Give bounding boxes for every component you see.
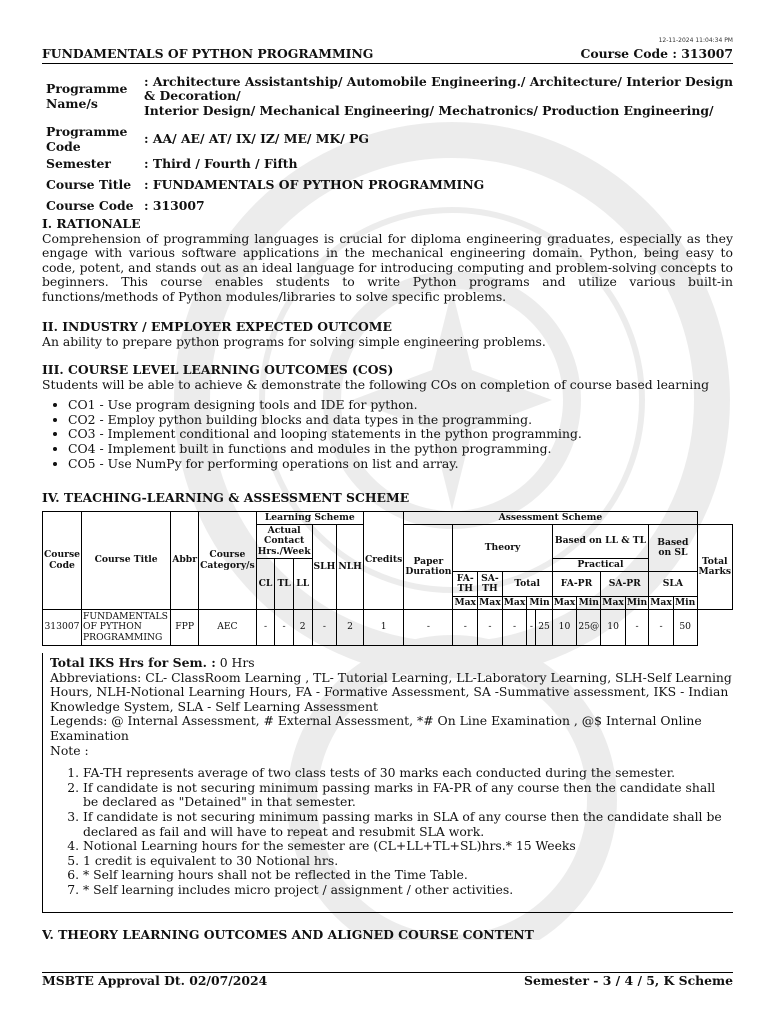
cell-fa-th-max: - bbox=[453, 610, 478, 646]
programme-code-label: Programme Code bbox=[46, 124, 128, 154]
col-theory-total: Total bbox=[502, 572, 552, 597]
based-on-sl-header: Based on SL bbox=[649, 525, 697, 572]
teaching-assessment-scheme-table bbox=[42, 511, 733, 646]
programme-name-line: : Architecture Assistantship/ Automobile Engineering./ Architecture/ Interior Design bbox=[143, 73, 733, 89]
programme-name-line: & Decoration/ bbox=[143, 88, 241, 104]
cell-slh: - bbox=[312, 610, 337, 646]
cell-fa-pr-max: 25 bbox=[536, 610, 552, 646]
page-footer bbox=[42, 972, 733, 989]
cell-total-marks: 50 bbox=[673, 610, 697, 646]
col-slh: SLH bbox=[312, 525, 337, 610]
cell-abbr: FPP bbox=[171, 610, 199, 646]
scheme-heading: IV. TEACHING-LEARNING & ASSESSMENT SCHEME bbox=[42, 490, 410, 505]
col-sla: SLA bbox=[649, 572, 697, 597]
programme-code-value: : AA/ AE/ AT/ IX/ IZ/ ME/ MK/ PG bbox=[143, 131, 369, 147]
cell-sa-pr-min: 10 bbox=[601, 610, 626, 646]
programme-name-row bbox=[42, 68, 733, 125]
max-label: Max bbox=[650, 596, 672, 608]
iks-hours-value: 0 Hrs bbox=[215, 655, 255, 670]
course-title-value: : FUNDAMENTALS OF PYTHON PROGRAMMING bbox=[143, 177, 485, 193]
scheme-header-row bbox=[43, 512, 733, 525]
document-page bbox=[42, 0, 733, 1024]
industry-outcome-text: An ability to prepare python programs for solving simple engineering problems. bbox=[42, 333, 546, 349]
col-fa-pr: FA-PR bbox=[552, 572, 601, 597]
actual-contact-header: Actual Contact Hrs./Week bbox=[257, 524, 311, 557]
min-label: Min bbox=[527, 597, 552, 610]
col-course-title: Course Title bbox=[81, 512, 170, 610]
col-sa-th: SA-TH bbox=[478, 572, 503, 597]
course-outcomes-list bbox=[42, 398, 733, 471]
cell-nlh: 2 bbox=[337, 610, 364, 646]
col-paper-duration: Paper Duration bbox=[404, 525, 453, 610]
abbreviations-text: Abbreviations: CL- ClassRoom Learning , TL- Tutorial Learning, LL-Laboratory Learning, SLH-Self Learning Hours, NLH-Notional Learning Hours, FA - Formative Assessment, SA -Summative assessment, IKS - Indian Knowledge System, SLA - Self Learning Assessment bbox=[50, 669, 732, 714]
course-outcome-item: • CO2 - Employ python building blocks and data types in the programming. bbox=[68, 413, 733, 428]
note-item: 5. 1 credit is equivalent to 30 Notional hrs. bbox=[83, 854, 733, 869]
industry-outcome-section bbox=[42, 320, 733, 349]
col-ll: LL bbox=[293, 559, 312, 610]
cell-ll: 2 bbox=[293, 610, 312, 646]
col-nlh: NLH bbox=[337, 525, 364, 610]
col-abbr: Abbr bbox=[171, 512, 199, 610]
course-outcome-item: • CO3 - Implement conditional and looping statements in the python programming. bbox=[68, 427, 733, 442]
note-item: 2. If candidate is not securing minimum passing marks in FA-PR of any course then the candidate shall be declared as "Detained" in that semester. bbox=[83, 781, 733, 810]
note-item: 4. Notional Learning hours for the semester are (CL+LL+TL+SL)hrs.* 15 Weeks bbox=[83, 839, 733, 854]
course-code-label: Course Code bbox=[46, 198, 134, 214]
programme-code-row bbox=[42, 125, 733, 154]
cell-sa-th-max: - bbox=[478, 610, 503, 646]
semester-label: Semester bbox=[46, 156, 111, 172]
iks-hours-label: Total IKS Hrs for Sem. : bbox=[50, 655, 216, 670]
note-item: 3. If candidate is not securing minimum passing marks in SLA of any course then the candidate shall be declared as fail and will have to repeat and resubmit SLA work. bbox=[83, 810, 733, 839]
col-sa-pr: SA-PR bbox=[601, 572, 649, 597]
course-outcomes-heading: III. COURSE LEVEL LEARNING OUTCOMES (COS) bbox=[42, 362, 394, 377]
max-label: Max bbox=[454, 596, 477, 608]
course-info-table bbox=[42, 68, 733, 217]
course-outcome-item: • CO5 - Use NumPy for performing operations on list and array. bbox=[68, 457, 733, 472]
note-label: Note : bbox=[50, 742, 89, 758]
max-label: Max bbox=[479, 596, 501, 608]
page-header bbox=[42, 47, 733, 64]
max-label: Max bbox=[503, 596, 526, 608]
assessment-scheme-header: Assessment Scheme bbox=[404, 512, 697, 525]
note-item: 7. * Self learning includes micro project / assignment / other activities. bbox=[83, 883, 733, 898]
cell-total-max: - bbox=[502, 610, 527, 646]
cell-fa-pr-min: 10 bbox=[552, 610, 577, 646]
col-tl: TL bbox=[275, 559, 294, 610]
course-outcomes-section bbox=[42, 363, 733, 471]
footer-approval-date: MSBTE Approval Dt. 02/07/2024 bbox=[42, 973, 268, 988]
course-code-row bbox=[42, 196, 733, 217]
industry-outcome-heading: II. INDUSTRY / EMPLOYER EXPECTED OUTCOME bbox=[42, 319, 392, 334]
learning-scheme-header: Learning Scheme bbox=[256, 512, 363, 525]
cell-course-title: FUNDAMENTALS OF PYTHON PROGRAMMING bbox=[81, 610, 170, 646]
header-course-code: Course Code : 313007 bbox=[580, 46, 733, 61]
max-label: Max bbox=[602, 596, 624, 608]
course-outcome-item: • CO4 - Implement built in functions and modules in the python programming. bbox=[68, 442, 733, 457]
semester-value: : Third / Fourth / Fifth bbox=[143, 156, 298, 172]
min-label: Min bbox=[675, 596, 696, 608]
cell-credits: 1 bbox=[363, 610, 403, 646]
practical-header: Practical bbox=[552, 559, 649, 572]
col-credits: Credits bbox=[363, 512, 403, 610]
print-timestamp: 12-11-2024 11:04:34 PM bbox=[658, 37, 733, 44]
based-on-ll-tl-header: Based on LL & TL bbox=[552, 525, 649, 559]
max-label: Max bbox=[553, 596, 576, 608]
programme-name-line: Interior Design/ Mechanical Engineering/ Mechatronics/ Production Engineering/ bbox=[143, 102, 714, 118]
programme-name-label: Programme Name/s bbox=[46, 80, 128, 111]
col-course-code: Course Code bbox=[43, 512, 82, 610]
min-label: Min bbox=[626, 596, 648, 608]
note-item: 1. FA-TH represents average of two class tests of 30 marks each conducted during the semester. bbox=[83, 766, 733, 781]
course-outcome-item: • CO1 - Use program designing tools and IDE for python. bbox=[68, 398, 733, 413]
cell-sla-max: - bbox=[625, 610, 648, 646]
legends-text: Legends: @ Internal Assessment, # External Assessment, *# On Line Examination , @$ Internal Online Examination bbox=[50, 713, 702, 743]
course-title-label: Course Title bbox=[46, 177, 132, 193]
cell-course-code: 313007 bbox=[43, 610, 82, 646]
course-outcomes-intro: Students will be able to achieve & demonstrate the following COs on completion of course based learning bbox=[42, 376, 710, 392]
header-course-title: FUNDAMENTALS OF PYTHON PROGRAMMING bbox=[42, 46, 374, 61]
cell-sa-pr-max: 25@ bbox=[577, 610, 601, 646]
rationale-text: Comprehension of programming languages is crucial for diploma engineering graduates, especially as they engage with various software applications in the mechanical engineering domain. Python, being easy to code, potent, and stands out as an ideal language for introducing computing and problem-solving concepts to beginners. This course enables students to write Python programs and utilize various built-in functions/methods of Python modules/libraries to solve specific problems. bbox=[42, 230, 733, 304]
footer-semester-scheme: Semester - 3 / 4 / 5, K Scheme bbox=[524, 973, 733, 988]
iks-hours bbox=[50, 656, 733, 671]
cell-paper-duration: - bbox=[404, 610, 453, 646]
notes-list bbox=[50, 766, 733, 897]
cell-cl: - bbox=[256, 610, 275, 646]
course-code-value: : 313007 bbox=[143, 198, 205, 214]
cell-sla-min: - bbox=[649, 610, 674, 646]
theory-header: Theory bbox=[453, 525, 552, 572]
col-total-marks: Total Marks bbox=[697, 525, 733, 610]
cell-tl: - bbox=[275, 610, 294, 646]
programme-name-value bbox=[144, 68, 733, 125]
rationale-heading: I. RATIONALE bbox=[42, 216, 141, 231]
table-row bbox=[43, 610, 733, 646]
cell-total-min: - bbox=[527, 610, 536, 646]
rationale-section bbox=[42, 217, 733, 305]
course-title-row bbox=[42, 175, 733, 196]
semester-row bbox=[42, 154, 733, 175]
note-item: 6. * Self learning hours shall not be reflected in the Time Table. bbox=[83, 868, 733, 883]
col-fa-th: FA-TH bbox=[453, 572, 478, 597]
notes-box bbox=[42, 653, 733, 913]
min-label: Min bbox=[578, 596, 599, 608]
cell-category: AEC bbox=[199, 610, 257, 646]
theory-outcomes-heading: V. THEORY LEARNING OUTCOMES AND ALIGNED COURSE CONTENT bbox=[42, 927, 534, 942]
col-cl: CL bbox=[256, 559, 275, 610]
col-course-category: Course Category/s bbox=[199, 512, 257, 610]
